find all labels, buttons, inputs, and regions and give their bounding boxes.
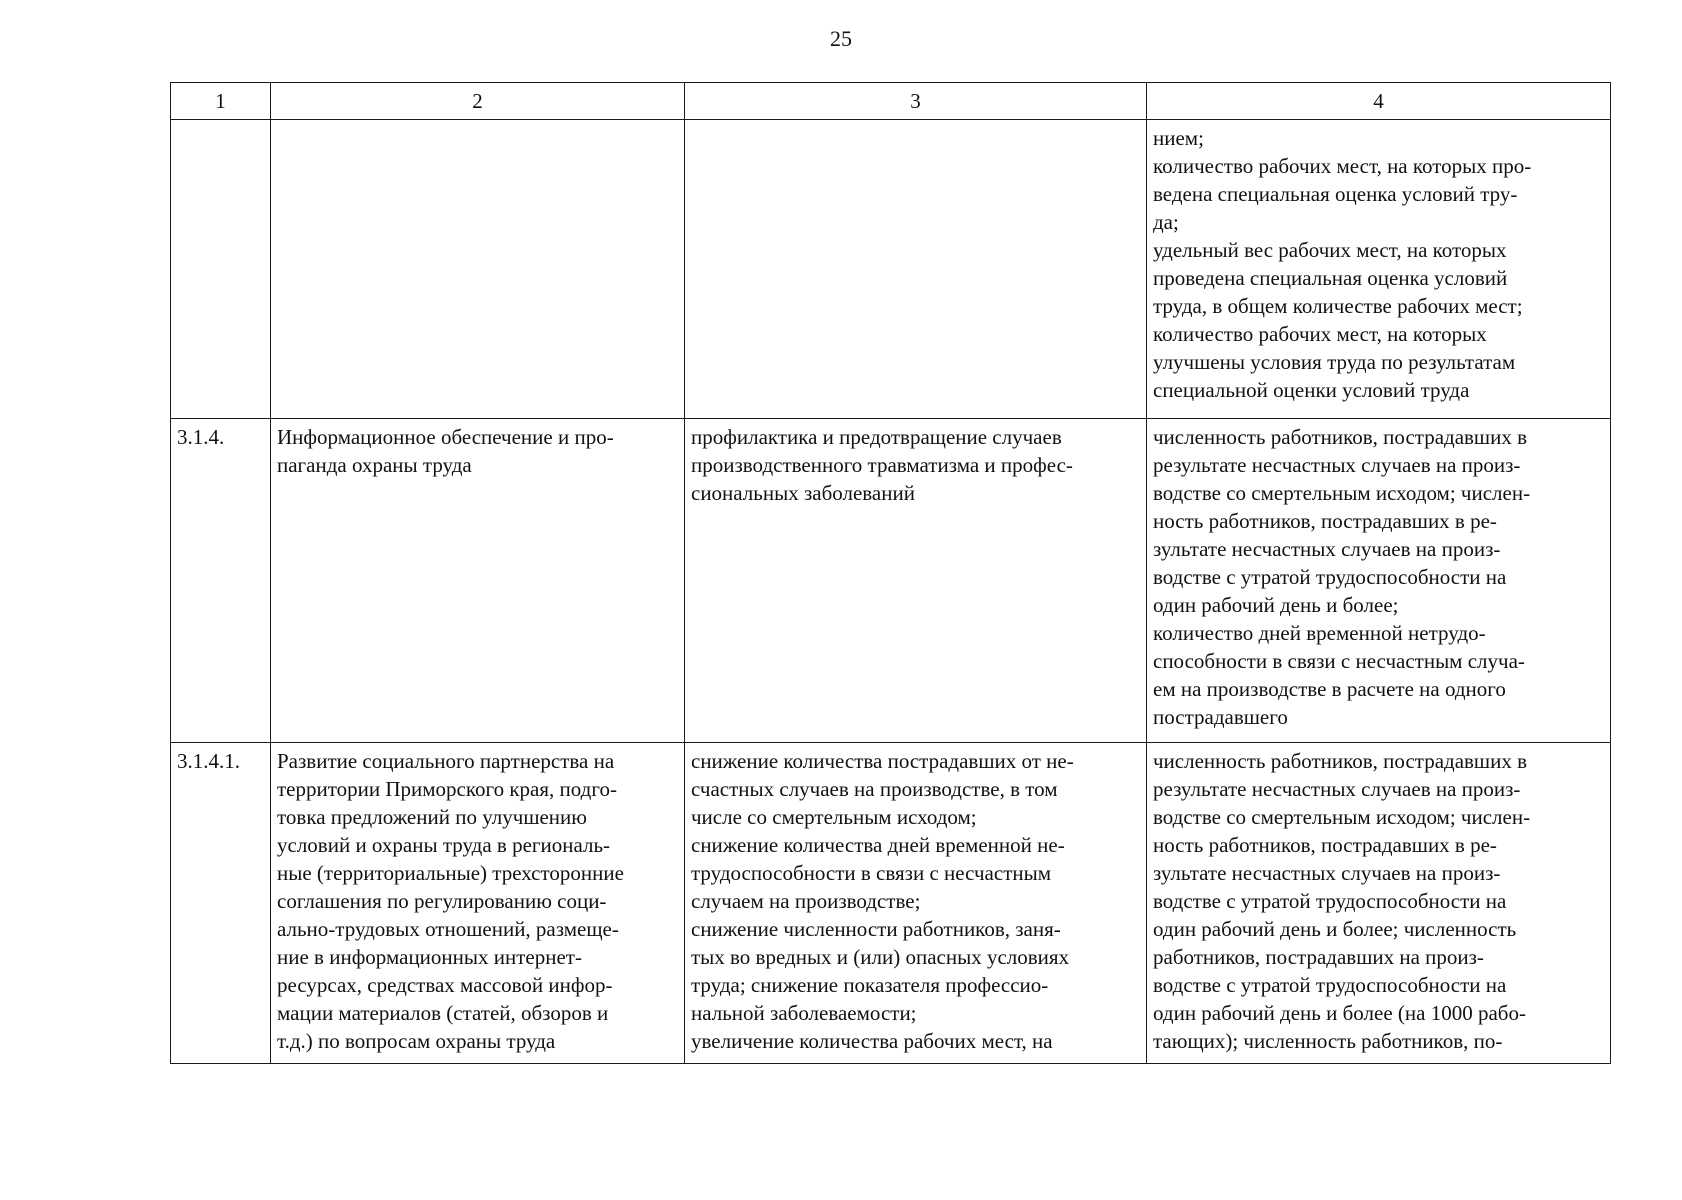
row-name: Развитие социального партнерства на территории Приморского края, подго- товка предложений по улучшению условий и охраны труда в региональ- ные (территориальные) трехсторонние соглашения по регулированию соци- ально-трудовых отношений, размеще- ние в информационных интернет- ресурсах, средствах массовой инфор- мации материалов (статей, обзоров и т.д.) по вопросам охраны труда <box>277 749 624 1053</box>
row-indicators-cell <box>1147 120 1611 419</box>
header-cell-3: 3 <box>685 83 1147 120</box>
header-cell-2: 2 <box>271 83 685 120</box>
row-result: профилактика и предотвращение случаев производственного травматизма и профес- сиональных заболеваний <box>691 425 1073 505</box>
row-indicators: нием; количество рабочих мест, на которых про- ведена специальная оценка условий тру- да; удельный вес рабочих мест, на которых проведена специальная оценка условий труда, в общем количестве рабочих мест; количество рабочих мест, на которых улучшены условия труда по результатам специальной оценки условий труда <box>1153 126 1532 402</box>
row-name-cell <box>271 743 685 1064</box>
row-code: 3.1.4. <box>177 425 225 449</box>
header-cell-1: 1 <box>171 83 271 120</box>
row-name: Информационное обеспечение и про- паганда охраны труда <box>277 425 614 477</box>
row-indicators-cell <box>1147 743 1611 1064</box>
row-result-cell <box>685 120 1147 419</box>
row-code-cell <box>171 743 271 1064</box>
measures-table <box>170 82 1611 1064</box>
row-indicators: численность работников, пострадавших в результате несчастных случаев на произ- водстве со смертельным исходом; числен- ность работников, пострадавших в ре- зультате несчастных случаев на произ- водстве с утратой трудоспособности на один рабочий день и более; количество дней временной нетрудо- способности в связи с несчастным случа- ем на производстве в расчете на одного пострадавшего <box>1153 425 1531 729</box>
row-indicators: численность работников, пострадавших в результате несчастных случаев на произ- водстве со смертельным исходом; числен- ность работников, пострадавших в ре- зультате несчастных случаев на произ- водстве с утратой трудоспособности на один рабочий день и более; численность работников, пострадавших на произ- водстве с утратой трудоспособности на один рабочий день и более (на 1000 рабо- тающих); численность работников, по- <box>1153 749 1531 1053</box>
row-name-cell <box>271 120 685 419</box>
row-result-cell <box>685 419 1147 743</box>
table-row <box>171 743 1611 1064</box>
row-result-cell <box>685 743 1147 1064</box>
page-number: 25 <box>830 26 852 51</box>
row-code-cell <box>171 120 271 419</box>
row-result: снижение количества пострадавших от не- счастных случаев на производстве, в том числе со смертельным исходом; снижение количества дней временной не- трудоспособности в связи с несчастным случаем на производстве; снижение численности работников, заня- тых во вредных и (или) опасных условиях труда; снижение показателя профессио- нальной заболеваемости; увеличение количества рабочих мест, на <box>691 749 1074 1053</box>
table-row <box>171 120 1611 419</box>
header-cell-4: 4 <box>1147 83 1611 120</box>
row-code: 3.1.4.1. <box>177 749 240 773</box>
table-header-row <box>171 83 1611 120</box>
row-name-cell <box>271 419 685 743</box>
row-code-cell <box>171 419 271 743</box>
table-row <box>171 419 1611 743</box>
row-indicators-cell <box>1147 419 1611 743</box>
